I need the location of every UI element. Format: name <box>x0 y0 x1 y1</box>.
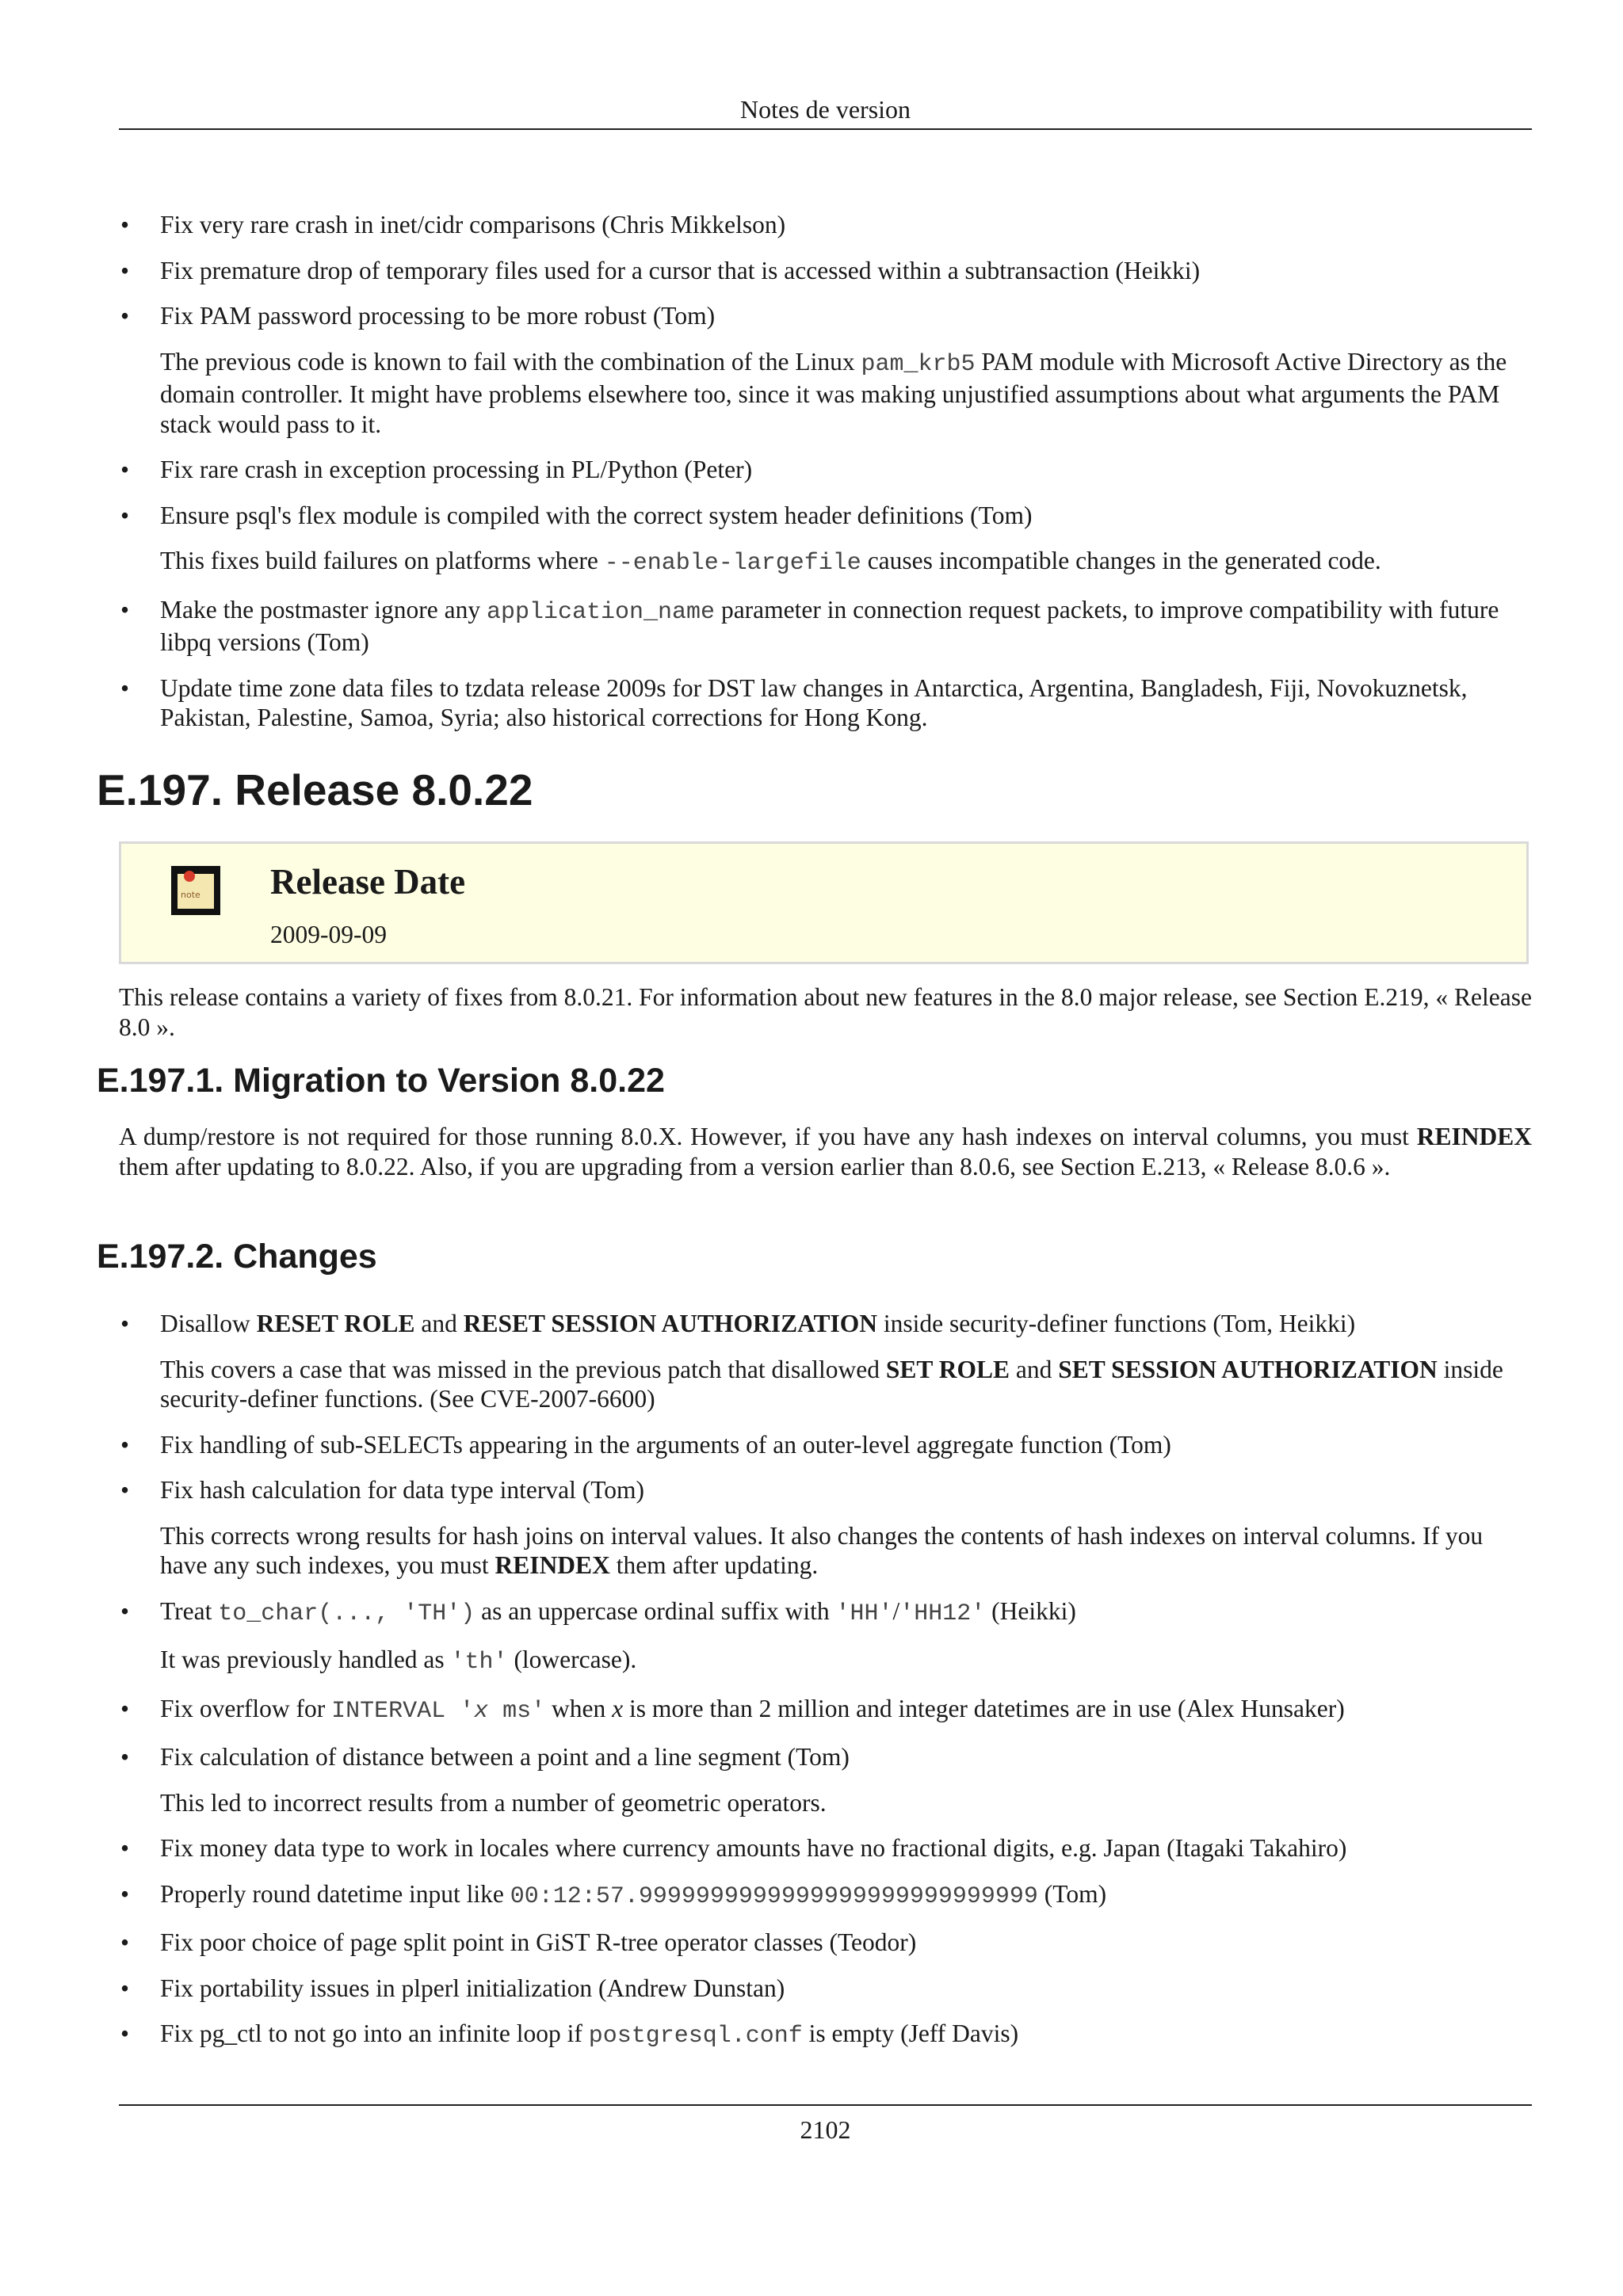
list-item-text: Ensure psql's flex module is compiled with the correct system header definitions (Tom) <box>160 501 1033 529</box>
bullet: • <box>120 1743 130 1771</box>
list-item-text: Fix hash calculation for data type interval (Tom) <box>160 1476 644 1504</box>
release-date: 2009-09-09 <box>270 921 387 948</box>
code-literal: pam_krb5 <box>861 350 976 378</box>
list-item <box>119 501 1532 579</box>
top-bullet-list <box>119 210 1532 733</box>
list-item-detail: The previous code is known to fail with the combination of the Linux pam_krb5 PAM module with Microsoft Active Directory as the domain controller. It might have problems elsewhere too, since it was making unjustified assumptions about what arguments the PAM stack would pass to it. <box>160 347 1507 438</box>
list-item <box>119 1928 1532 1958</box>
code-literal: 'th' <box>450 1649 508 1676</box>
bullet: • <box>120 1430 130 1459</box>
list-item <box>119 1694 1532 1727</box>
list-item-detail: It was previously handled as 'th' (lowercase). <box>160 1646 637 1676</box>
list-item <box>119 210 1532 240</box>
list-item <box>119 256 1532 286</box>
bullet: • <box>120 1310 130 1337</box>
bullet: • <box>120 501 130 529</box>
intro-block <box>119 982 1532 1042</box>
section-heading: E.197. Release 8.0.22 <box>97 765 533 814</box>
code-literal: INTERVAL 'x ms' <box>331 1697 546 1725</box>
list-item-text: Make the postmaster ignore any application_name parameter in connection request packets, to improve compatibility with future libpq versions (Tom) <box>160 595 1499 656</box>
list-item-text: Fix very rare crash in inet/cidr comparisons (Chris Mikkelson) <box>160 211 786 238</box>
migration-block <box>119 1122 1532 1181</box>
changes-block <box>119 1309 1532 2068</box>
list-item-text: Properly round datetime input like 00:12:57.9999999999999999999999999999 (Tom) <box>160 1879 1107 1910</box>
footer-rule <box>119 2104 1532 2106</box>
list-item <box>119 1596 1532 1678</box>
list-item <box>119 1309 1532 1414</box>
list-item <box>119 1879 1532 1913</box>
list-item <box>119 595 1532 658</box>
bullet: • <box>120 256 130 284</box>
list-item-text: Treat to_char(..., 'TH') as an uppercase ordinal suffix with 'HH'/'HH12' (Heikki) <box>160 1596 1076 1627</box>
page-number: 2102 <box>800 2115 851 2144</box>
list-item-text: Fix handling of sub-SELECTs appearing in the arguments of an outer-level aggregate function (Tom) <box>160 1430 1171 1459</box>
code-literal: postgresql.conf <box>588 2023 803 2050</box>
list-item-text: Update time zone data files to tzdata release 2009s for DST law changes in Antarctica, Argentina, Bangladesh, Fiji, Novokuznetsk, Pakistan, Palestine, Samoa, Syria; also historical corrections for Hong Kong. <box>160 673 1468 731</box>
bullet: • <box>120 1928 130 1956</box>
list-item <box>119 1475 1532 1581</box>
list-item <box>119 455 1532 485</box>
note-title: Release Date <box>270 862 466 902</box>
list-item-text: Fix rare crash in exception processing in PL/Python (Peter) <box>160 456 753 483</box>
bullet: • <box>120 1834 130 1862</box>
changes-heading: E.197.2. Changes <box>97 1238 377 1276</box>
list-item-detail: This led to incorrect results from a number of geometric operators. <box>160 1788 827 1817</box>
list-item-detail: This covers a case that was missed in the previous patch that disallowed SET ROLE and SET SESSION AUTHORIZATION inside security-definer functions. (See CVE-2007-6600) <box>160 1355 1503 1413</box>
bullet: • <box>120 1694 130 1722</box>
code-literal: to_char(..., 'TH') <box>218 1600 475 1627</box>
intro-paragraph: This release contains a variety of fixes from 8.0.21. For information about new features in the 8.0 major release, see Section E.219, « Release 8.0 ». <box>119 983 1532 1041</box>
migration-heading: E.197.1. Migration to Version 8.0.22 <box>97 1062 665 1100</box>
bullet: • <box>120 1596 130 1625</box>
code-literal: application_name <box>487 598 716 626</box>
list-item-text: Fix PAM password processing to be more robust (Tom) <box>160 302 716 330</box>
list-item-detail: This corrects wrong results for hash joins on interval values. It also changes the contents of hash indexes on interval columns. If you have any such indexes, you must REINDEX them after updating. <box>160 1521 1484 1579</box>
bullet: • <box>120 2019 130 2047</box>
list-item-text: Fix calculation of distance between a point and a line segment (Tom) <box>160 1743 850 1771</box>
list-item-text: Fix money data type to work in locales where currency amounts have no fractional digits, e.g. Japan (Itagaki Takahiro) <box>160 1834 1347 1862</box>
top-list-block <box>119 210 1532 749</box>
list-item-text: Fix poor choice of page split point in GiST R-tree operator classes (Teodor) <box>160 1928 917 1956</box>
bullet: • <box>120 595 130 624</box>
migration-paragraph: A dump/restore is not required for those running 8.0.X. However, if you have any hash indexes on interval columns, you must REINDEX them after updating to 8.0.22. Also, if you are upgrading from a version earlier than 8.0.6, see Section E.213, « Release 8.0.6 ». <box>119 1123 1532 1180</box>
running-header: Notes de version <box>739 95 911 124</box>
note-icon: note <box>171 866 220 915</box>
list-item <box>119 2019 1532 2052</box>
list-item-text: Disallow RESET ROLE and RESET SESSION AUTHORIZATION inside security-definer functions (Tom, Heikki) <box>160 1310 1356 1337</box>
bullet: • <box>120 1476 130 1504</box>
code-literal: 00:12:57.9999999999999999999999999999 <box>510 1882 1038 1910</box>
list-item <box>119 673 1532 733</box>
bullet: • <box>120 211 130 238</box>
bullet: • <box>120 1879 130 1908</box>
code-literal: 'HH12' <box>899 1600 986 1627</box>
list-item <box>119 1742 1532 1817</box>
header-rule <box>119 128 1532 130</box>
bullet: • <box>120 302 130 330</box>
list-item <box>119 1833 1532 1863</box>
list-item-text: Fix pg_ctl to not go into an infinite loop if postgresql.conf is empty (Jeff Davis) <box>160 2019 1019 2050</box>
code-literal: --enable-largefile <box>604 550 861 577</box>
list-item <box>119 301 1532 439</box>
list-item-text: Fix overflow for INTERVAL 'x ms' when x is more than 2 million and integer datetimes are in use (Alex Hunsaker) <box>160 1694 1345 1725</box>
bullet: • <box>120 1974 130 2002</box>
release-date-note <box>119 841 1529 964</box>
list-item <box>119 1430 1532 1460</box>
list-item <box>119 1974 1532 2004</box>
bullet: • <box>120 673 130 702</box>
list-item-text: Fix premature drop of temporary files used for a cursor that is accessed within a subtransaction (Heikki) <box>160 256 1201 284</box>
bullet: • <box>120 456 130 483</box>
changes-list <box>119 1309 1532 2052</box>
code-literal: 'HH' <box>835 1600 893 1627</box>
list-item-text: Fix portability issues in plperl initialization (Andrew Dunstan) <box>160 1974 785 2002</box>
list-item-detail: This fixes build failures on platforms where --enable-largefile causes incompatible changes in the generated code. <box>160 547 1381 577</box>
